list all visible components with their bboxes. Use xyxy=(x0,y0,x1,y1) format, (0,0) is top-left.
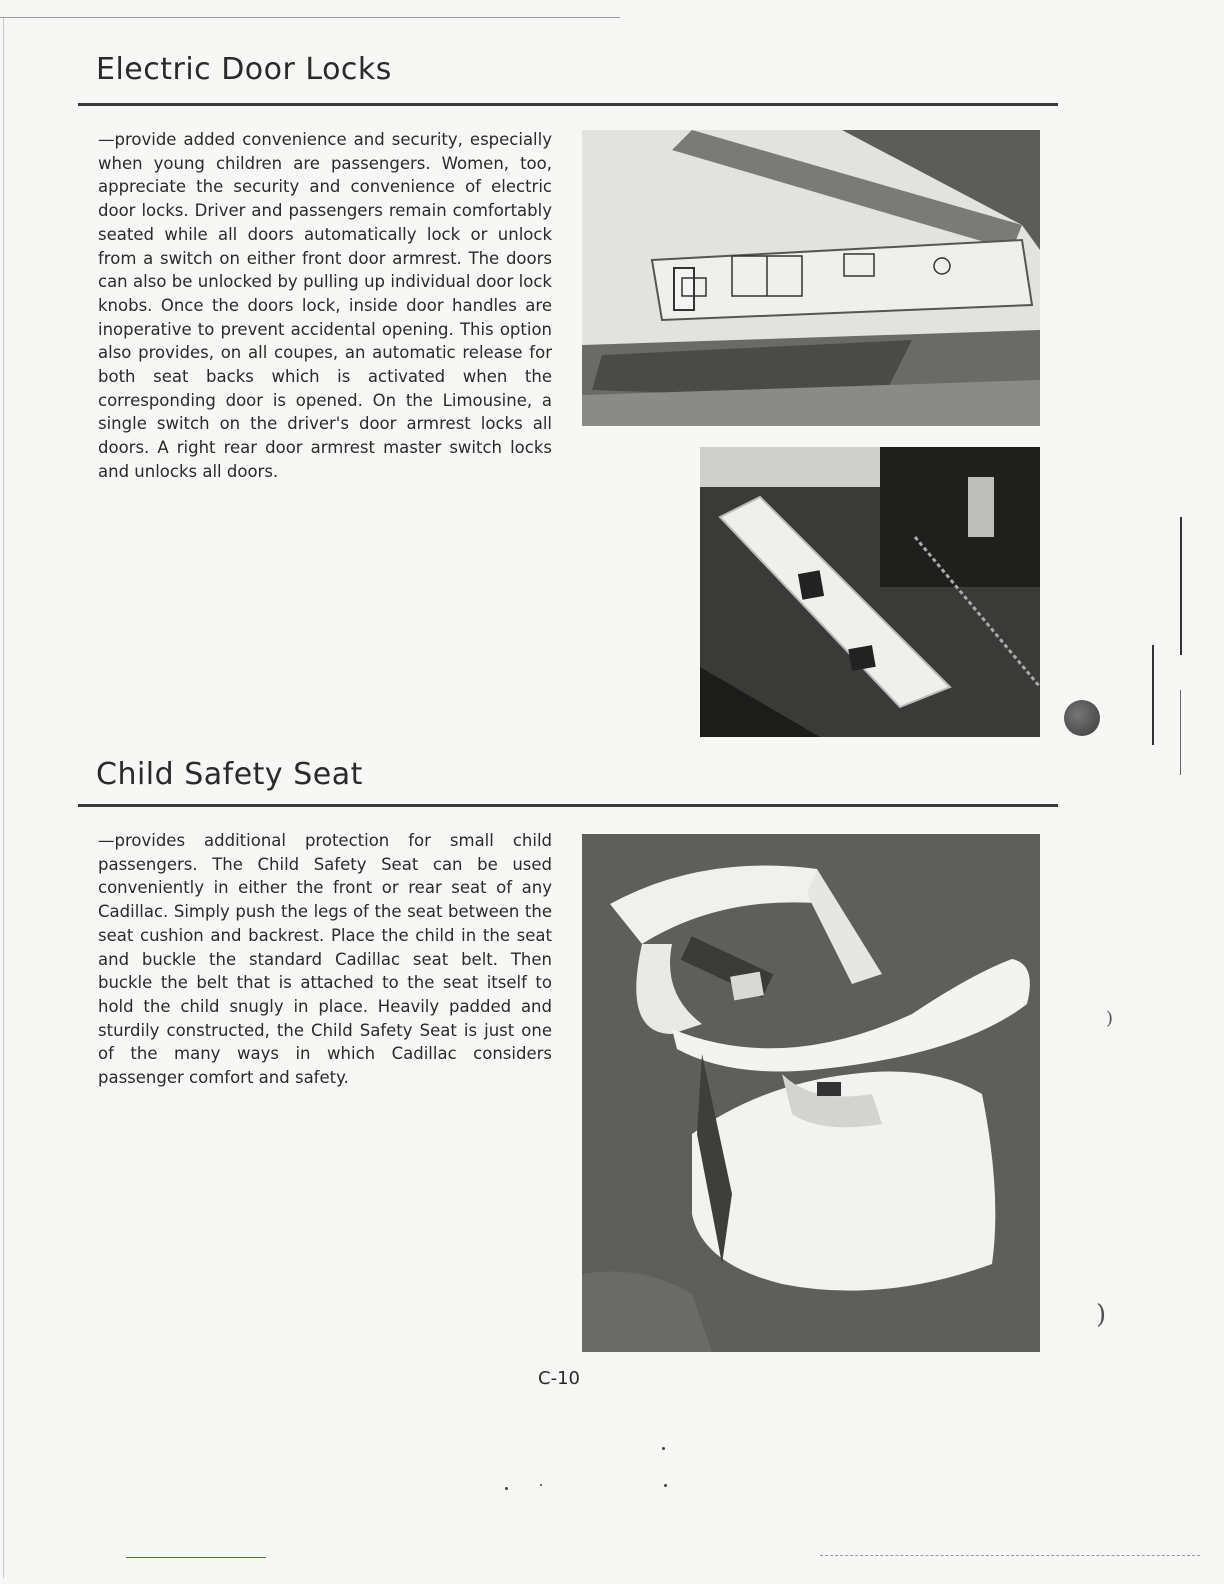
margin-mark xyxy=(1180,690,1181,775)
bottom-dashed-edge xyxy=(820,1555,1200,1556)
door-armrest-switch-photo xyxy=(582,130,1040,426)
rear-armrest-master-switch-illustration xyxy=(700,447,1040,737)
section-rule xyxy=(78,804,1058,807)
speck xyxy=(540,1484,542,1486)
section-body-child-safety-seat: —provides additional protection for small child passengers. The Child Safety Seat can be used conveniently in either the front or rear seat of any Cadillac. Simply push the legs of the seat between the seat cushion and backrest. Place the child in the seat and buckle the standard Cadillac seat belt. Then buckle the belt that is attached to the seat itself to hold the child snugly in place. Heavily padded and sturdily constructed, the Child Safety Seat is just one of the many ways in which Cadillac considers passenger comfort and safety. xyxy=(98,831,552,1088)
speck xyxy=(662,1447,665,1450)
speck xyxy=(664,1484,667,1487)
child-safety-seat-photo xyxy=(582,834,1040,1352)
binder-hole xyxy=(1064,700,1100,736)
paren-mark: ) xyxy=(1106,1008,1114,1029)
speck xyxy=(505,1487,508,1490)
section-body-electric-door-locks: —provide added convenience and security, especially when young children are passengers. Women, too, appreciate the security and convenience of electric door locks. Driver and passengers remain comfortably seated while all doors automatically lock or unlock from a switch on either front door armrest. The doors can also be unlocked by pulling up individual door lock knobs. Once the doors lock, inside door handles are inoperative to prevent accidental opening. This option also provides, on all coupes, an automatic release for both seat backs which is activated when the corresponding door is opened. On the Limousine, a single switch on the driver's door armrest locks all doors. A right rear door armrest master switch locks and unlocks all doors. xyxy=(98,130,552,481)
child-safety-seat-illustration xyxy=(582,834,1040,1352)
section-rule xyxy=(78,103,1058,106)
section-title-electric-door-locks: Electric Door Locks xyxy=(96,52,392,87)
paren-mark: ) xyxy=(1096,1300,1107,1330)
section-title-child-safety-seat: Child Safety Seat xyxy=(96,757,363,792)
margin-mark xyxy=(1180,517,1182,655)
door-armrest-switch-illustration xyxy=(582,130,1040,426)
page-top-edge xyxy=(0,17,620,18)
margin-mark xyxy=(1152,645,1154,745)
page-number: C-10 xyxy=(538,1368,580,1389)
rear-armrest-master-switch-photo xyxy=(700,447,1040,737)
bottom-rule xyxy=(126,1557,266,1558)
page-left-edge xyxy=(3,18,4,1578)
